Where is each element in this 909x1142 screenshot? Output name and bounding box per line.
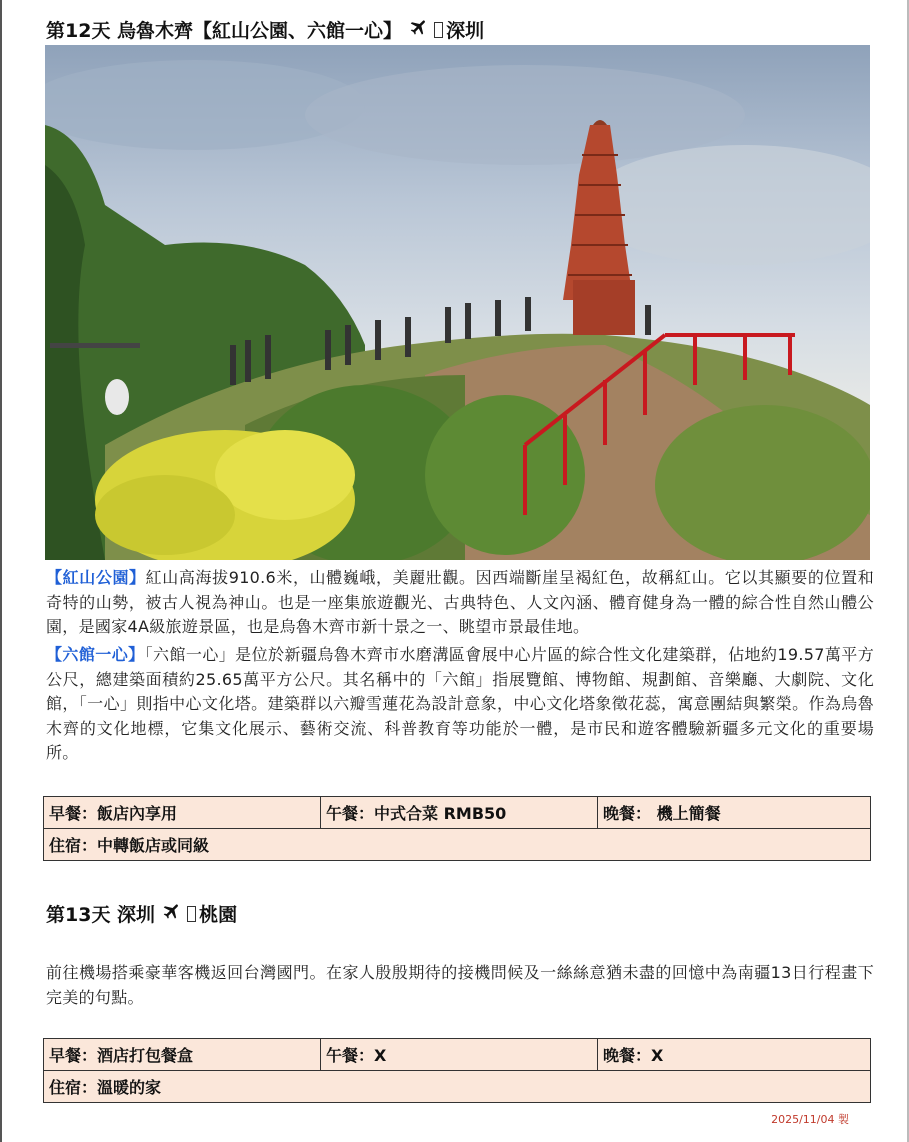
hongshan-park-text: 紅山高海拔910.6米，山體巍峨，美麗壯觀。因西端斷崖呈褐紅色，故稱紅山。它以其顯要的位置和奇特的山勢，被古人視為神山。也是一座集旅遊觀光、古典特色、人文內涵、體育健身為一體的綜合性自然山體公園，是國家4A級旅遊景區，也是烏魯木齊市新十景之一、眺望市景最佳地。 bbox=[46, 568, 874, 636]
day13-title-prefix: 第13天 深圳 bbox=[46, 904, 156, 926]
day12-meals-table bbox=[43, 796, 871, 861]
day13-lunch: 午餐：X bbox=[321, 1039, 598, 1071]
day13-text: 前往機場搭乘豪華客機返回台灣國門。在家人殷殷期待的接機問候及一絲絲意猶未盡的回憶中為南疆13日行程畫下完美的句點。 bbox=[46, 963, 874, 1007]
day13-hotel: 住宿：溫暖的家 bbox=[44, 1071, 871, 1103]
day13-title-suffix: 桃園 bbox=[199, 904, 238, 926]
day13-breakfast: 早餐：酒店打包餐盒 bbox=[44, 1039, 321, 1071]
day13-dinner: 晚餐：X bbox=[598, 1039, 871, 1071]
day13-description bbox=[46, 961, 874, 1010]
airplane-icon bbox=[408, 17, 430, 42]
day12-title-suffix: 深圳 bbox=[446, 20, 485, 42]
airplane-icon bbox=[161, 901, 183, 926]
six-halls-tag: 【六館一心】 bbox=[46, 645, 145, 664]
day13-meals-table bbox=[43, 1038, 871, 1103]
day12-hotel: 住宿：中轉飯店或同級 bbox=[44, 829, 871, 861]
missing-glyph-box bbox=[187, 906, 196, 922]
day12-title-prefix: 第12天 烏魯木齊【紅山公園、六館一心】 bbox=[46, 20, 403, 42]
footer-date: 2025/11/04 製 bbox=[771, 1113, 849, 1126]
day13-title bbox=[46, 900, 237, 927]
page-border-left bbox=[0, 0, 2, 1142]
six-halls-description bbox=[46, 643, 874, 766]
day12-dinner: 晚餐： 機上簡餐 bbox=[598, 797, 871, 829]
day12-lunch: 午餐：中式合菜 RMB50 bbox=[321, 797, 598, 829]
hongshan-park-tag: 【紅山公園】 bbox=[46, 568, 146, 587]
hongshan-park-photo bbox=[45, 45, 870, 560]
hongshan-park-description bbox=[46, 566, 874, 640]
missing-glyph-box bbox=[434, 22, 443, 38]
day12-title bbox=[46, 16, 484, 43]
day12-breakfast: 早餐：飯店內享用 bbox=[44, 797, 321, 829]
six-halls-text: 「六館一心」是位於新疆烏魯木齊市水磨溝區會展中心片區的綜合性文化建築群，佔地約19.57萬平方公尺，總建築面積約25.65萬平方公尺。其名稱中的「六館」指展覽館、博物館、規劃館、音樂廳、大劇院、文化館，「一心」則指中心文化塔。建築群以六瓣雪蓮花為設計意象，中心文化塔象徵花蕊，寓意團結與繁榮。作為烏魯木齊的文化地標，它集文化展示、藝術交流、科普教育等功能於一體，是市民和遊客體驗新疆多元文化的重要場所。 bbox=[46, 645, 874, 762]
